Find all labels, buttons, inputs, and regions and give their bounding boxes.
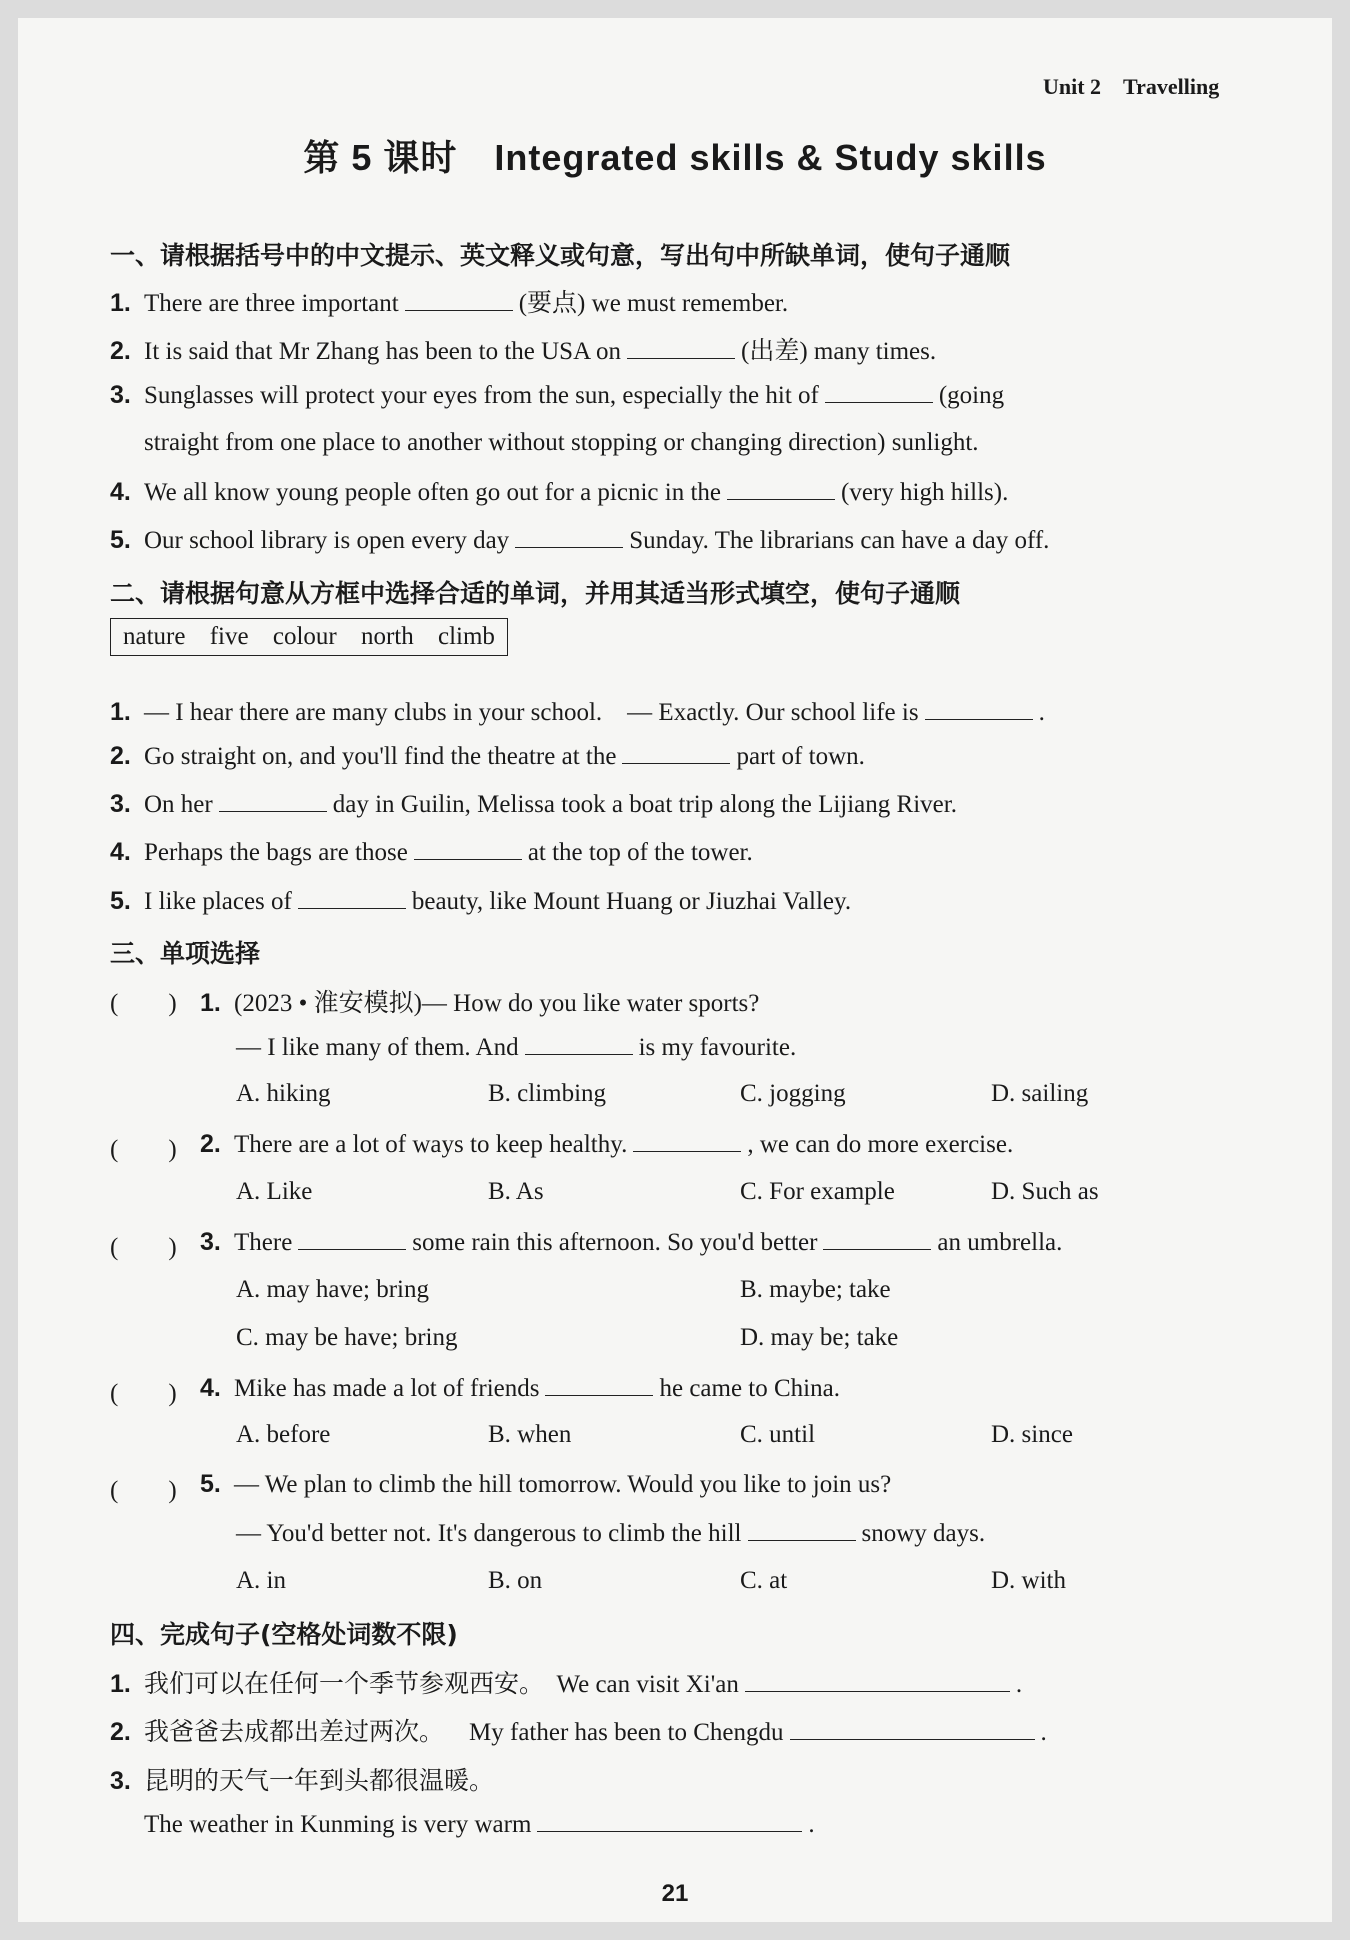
- lesson-title: 第 5 课时 Integrated skills & Study skills: [303, 137, 1047, 178]
- item-text: (2023 • 淮安模拟)— How do you like water sports?: [234, 990, 760, 1017]
- option-d[interactable]: D. Such as: [991, 1178, 1099, 1205]
- answer-blank[interactable]: [622, 741, 730, 764]
- item-text: (出差) many times.: [741, 338, 937, 365]
- item-text: There: [234, 1229, 293, 1256]
- s2-item-1: [110, 692, 1045, 728]
- item-number: 5.: [110, 526, 131, 554]
- item-number: 3.: [110, 1767, 131, 1795]
- answer-blank[interactable]: [515, 525, 623, 548]
- sentence-end: .: [1015, 1671, 1023, 1698]
- answer-blank[interactable]: [925, 697, 1033, 720]
- answer-paren[interactable]: ( ): [110, 1380, 177, 1407]
- s2-item-2: [110, 741, 865, 771]
- s4-item-3-english: [144, 1809, 815, 1839]
- english-sentence: My father has been to Chengdu: [469, 1719, 784, 1746]
- item-text: — I like many of them. And: [236, 1034, 519, 1061]
- workbook-page: [18, 18, 1332, 1922]
- s1-item-1: [110, 283, 788, 319]
- item-number: 1.: [110, 289, 131, 317]
- item-text: Perhaps the bags are those: [144, 839, 408, 866]
- answer-blank[interactable]: [633, 1129, 741, 1152]
- mc-q2: [200, 1129, 1013, 1159]
- section1-heading: 一、请根据括号中的中文提示、英文释义或句意，写出句中所缺单词，使句子通顺: [110, 241, 1011, 270]
- item-text: — I hear there are many clubs in your school. — Exactly. Our school life is: [144, 699, 919, 726]
- item-number: 1.: [110, 698, 131, 726]
- s2-item-3: [110, 789, 957, 819]
- word-box-item: five: [209, 623, 249, 650]
- s4-item-2: [110, 1712, 1047, 1748]
- word-box-item: nature: [123, 623, 186, 650]
- item-text: .: [1038, 699, 1045, 726]
- answer-blank[interactable]: [298, 1227, 406, 1250]
- item-number: 5.: [200, 1470, 221, 1498]
- english-sentence: We can visit Xi'an: [556, 1671, 739, 1698]
- item-text: (要点) we must remember.: [518, 290, 789, 317]
- item-number: 4.: [200, 1374, 221, 1402]
- answer-blank[interactable]: [545, 1373, 653, 1396]
- s2-item-5: [110, 886, 851, 916]
- option-c[interactable]: C. For example: [740, 1178, 895, 1205]
- item-text: part of town.: [736, 743, 865, 770]
- item-text: We all know young people often go out for a picnic in the: [144, 479, 722, 506]
- answer-paren[interactable]: ( ): [110, 1136, 177, 1163]
- answer-blank[interactable]: [748, 1518, 856, 1541]
- item-number: 4.: [110, 838, 131, 866]
- answer-blank[interactable]: [745, 1669, 1010, 1692]
- item-number: 4.: [110, 478, 131, 506]
- item-text: On her: [144, 791, 213, 818]
- answer-blank[interactable]: [405, 288, 513, 311]
- chinese-prompt: 我爸爸去成都出差过两次。: [144, 1719, 445, 1746]
- s4-item-1: [110, 1664, 1022, 1700]
- item-text: Sunday. The librarians can have a day off.: [629, 527, 1050, 554]
- mc-q1: [200, 983, 759, 1019]
- item-text: an umbrella.: [937, 1229, 1063, 1256]
- answer-blank[interactable]: [537, 1809, 802, 1832]
- option-d[interactable]: D. since: [991, 1421, 1073, 1448]
- item-number: 3.: [110, 790, 131, 818]
- sentence-end: .: [808, 1811, 815, 1838]
- item-text: There are three important: [144, 290, 399, 317]
- section3-heading: 三、单项选择: [110, 939, 261, 968]
- word-box-item: climb: [438, 623, 495, 650]
- answer-paren[interactable]: ( ): [110, 1234, 177, 1261]
- answer-blank[interactable]: [825, 380, 933, 403]
- s1-item-3: [110, 380, 1004, 410]
- item-number: 2.: [110, 742, 131, 770]
- section4-heading: 四、完成句子(空格处词数不限): [110, 1620, 458, 1649]
- item-number: 3.: [110, 381, 131, 409]
- s1-item-3-continued: straight from one place to another without stopping or changing direction) sunlight.: [144, 429, 979, 456]
- s4-item-3: [110, 1761, 494, 1797]
- word-box: [110, 618, 508, 656]
- item-text: , we can do more exercise.: [747, 1131, 1014, 1158]
- mc-q1-line2: [236, 1032, 796, 1062]
- item-text: some rain this afternoon. So you'd better: [412, 1229, 818, 1256]
- option-d[interactable]: D. sailing: [991, 1080, 1089, 1107]
- item-number: 1.: [200, 989, 221, 1017]
- item-number: 5.: [110, 887, 131, 915]
- option-c[interactable]: C. at: [740, 1567, 788, 1594]
- item-text: Mike has made a lot of friends: [234, 1375, 540, 1402]
- item-text: Our school library is open every day: [144, 527, 510, 554]
- answer-blank[interactable]: [414, 837, 522, 860]
- option-b[interactable]: B. maybe; take: [740, 1276, 891, 1303]
- item-number: 1.: [110, 1670, 131, 1698]
- item-text: day in Guilin, Melissa took a boat trip along the Lijiang River.: [332, 791, 957, 818]
- s1-item-2: [110, 331, 936, 367]
- item-number: 2.: [200, 1130, 221, 1158]
- option-a[interactable]: A. may have; bring: [236, 1276, 430, 1303]
- word-box-item: colour: [272, 623, 337, 650]
- answer-blank[interactable]: [823, 1227, 931, 1250]
- mc-q4: [200, 1373, 840, 1403]
- item-number: 2.: [110, 337, 131, 365]
- answer-blank[interactable]: [525, 1032, 633, 1055]
- option-c[interactable]: C. jogging: [740, 1080, 846, 1107]
- option-b[interactable]: B. on: [488, 1567, 543, 1594]
- item-text: (very high hills).: [841, 479, 1009, 506]
- sentence-end: .: [1040, 1719, 1047, 1746]
- option-c[interactable]: C. may be have; bring: [236, 1324, 458, 1351]
- s1-item-5: [110, 525, 1049, 555]
- chinese-prompt: 我们可以在任何一个季节参观西安。: [144, 1671, 545, 1698]
- option-b[interactable]: B. when: [488, 1421, 572, 1448]
- answer-blank[interactable]: [790, 1717, 1035, 1740]
- page-number: 21: [661, 1880, 689, 1907]
- item-number: 2.: [110, 1718, 131, 1746]
- option-a[interactable]: A. Like: [236, 1178, 313, 1205]
- item-text: Sunglasses will protect your eyes from the sun, especially the hit of: [144, 382, 819, 409]
- option-b[interactable]: B. climbing: [488, 1080, 607, 1107]
- item-text: at the top of the tower.: [527, 839, 753, 866]
- answer-paren[interactable]: ( ): [110, 1477, 177, 1504]
- item-text: is my favourite.: [638, 1034, 797, 1061]
- option-a[interactable]: A. hiking: [236, 1080, 331, 1107]
- option-b[interactable]: B. As: [488, 1178, 544, 1205]
- answer-blank[interactable]: [219, 789, 327, 812]
- chinese-prompt: 昆明的天气一年到头都很温暖。: [144, 1768, 495, 1795]
- item-text: — You'd better not. It's dangerous to climb the hill: [236, 1520, 742, 1547]
- item-text: I like places of: [144, 888, 292, 915]
- option-d[interactable]: D. may be; take: [740, 1324, 899, 1351]
- item-number: 3.: [200, 1228, 221, 1256]
- item-text: (going: [938, 382, 1005, 409]
- item-text: There are a lot of ways to keep healthy.: [234, 1131, 628, 1158]
- answer-paren[interactable]: ( ): [110, 990, 177, 1017]
- running-header: Unit 2 Travelling: [1043, 74, 1220, 99]
- item-text: Go straight on, and you'll find the theatre at the: [144, 743, 617, 770]
- item-text: beauty, like Mount Huang or Jiuzhai Valley.: [411, 888, 852, 915]
- item-text: snowy days.: [861, 1520, 986, 1547]
- option-c[interactable]: C. until: [740, 1421, 816, 1448]
- s2-item-4: [110, 837, 753, 867]
- answer-blank[interactable]: [298, 886, 406, 909]
- item-text: It is said that Mr Zhang has been to the USA on: [144, 338, 622, 365]
- answer-blank[interactable]: [627, 336, 735, 359]
- option-d[interactable]: D. with: [991, 1567, 1066, 1594]
- english-sentence: The weather in Kunming is very warm: [144, 1811, 532, 1838]
- mc-q5: [200, 1470, 891, 1499]
- answer-blank[interactable]: [727, 477, 835, 500]
- word-box-item: north: [360, 623, 414, 650]
- s1-item-4: [110, 477, 1008, 507]
- item-text: he came to China.: [659, 1375, 840, 1402]
- option-a[interactable]: A. before: [236, 1421, 331, 1448]
- mc-q5-line2: [236, 1518, 985, 1548]
- option-a[interactable]: A. in: [236, 1567, 286, 1594]
- mc-q3: [200, 1227, 1062, 1257]
- item-text: — We plan to climb the hill tomorrow. Would you like to join us?: [234, 1471, 892, 1498]
- section2-heading: 二、请根据句意从方框中选择合适的单词，并用其适当形式填空，使句子通顺: [110, 579, 961, 608]
